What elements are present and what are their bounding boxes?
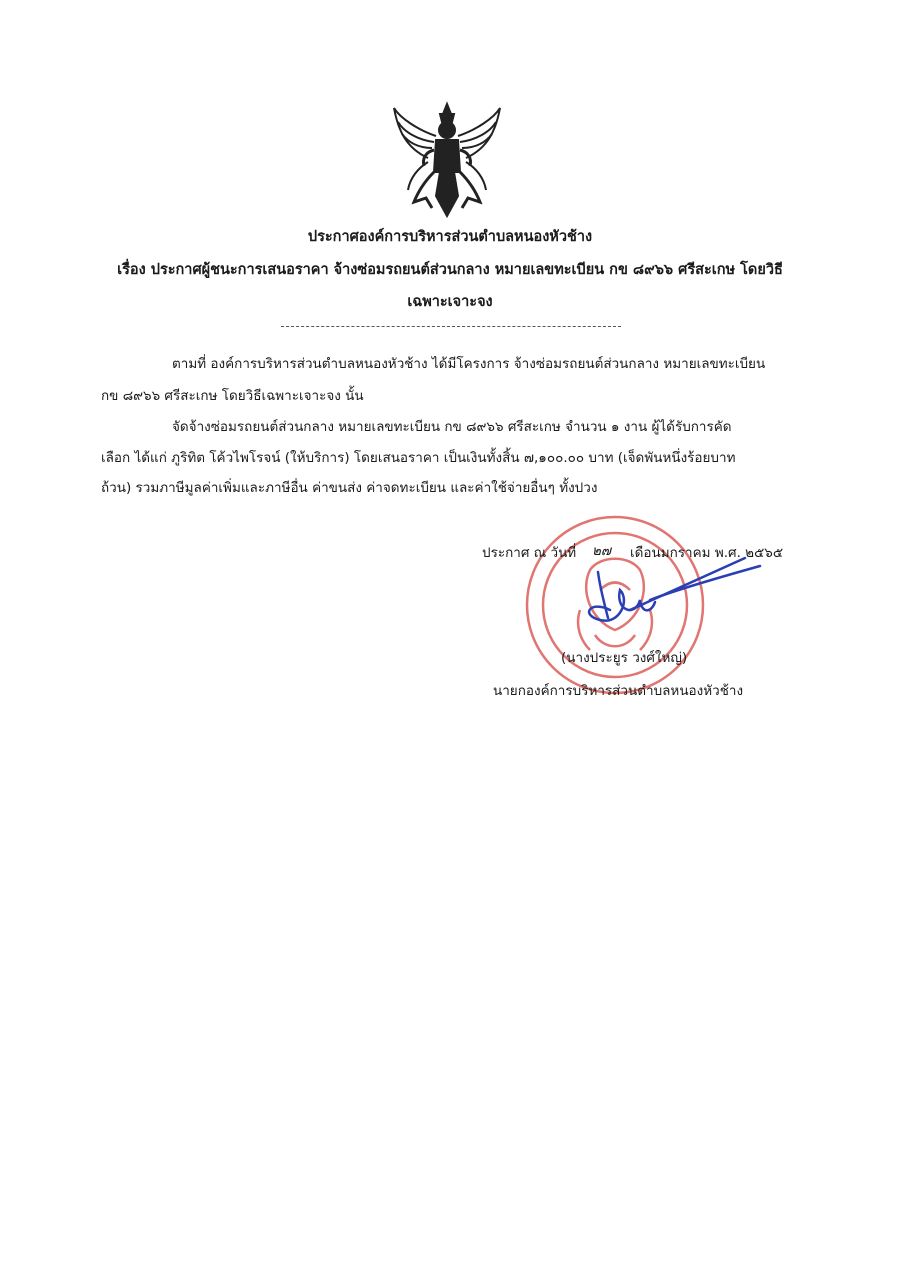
subject-line-1: เรื่อง ประกาศผู้ชนะการเสนอราคา จ้างซ่อมรถยนต์ส่วนกลาง หมายเลขทะเบียน กข ๘๙๖๖ ศรีสะเกษ โดยวิธี <box>117 262 783 278</box>
signer-name: (นางประยูร วงศ์ใหญ่) <box>561 650 688 666</box>
paragraph2-line3: ถ้วน) รวมภาษีมูลค่าเพิ่มและภาษีอื่น ค่าขนส่ง ค่าจดทะเบียน และค่าใช้จ่ายอื่นๆ ทั้งปวง <box>101 480 598 496</box>
header-divider <box>281 326 621 327</box>
subject-line-2: เฉพาะเจาะจง <box>407 294 493 310</box>
announce-month-year: เดือนมกราคม พ.ศ. ๒๕๖๕ <box>630 545 784 561</box>
paragraph2-line1: จัดจ้างซ่อมรถยนต์ส่วนกลาง หมายเลขทะเบียน กข ๘๙๖๖ ศรีสะเกษ จำนวน ๑ งาน ผู้ได้รับการคัด <box>172 419 732 435</box>
garuda-emblem-icon <box>388 100 506 222</box>
paragraph2-line2: เลือก ได้แก่ ภูริทิต โค้วไพโรจน์ (ให้บริการ) โดยเสนอราคา เป็นเงินทั้งสิ้น ๗,๑๐๐.๐๐ บาท (เจ็ดพันหนึ่งร้อยบาท <box>101 450 736 466</box>
handwritten-signature-icon <box>560 540 790 650</box>
announcement-title: ประกาศองค์การบริหารส่วนตำบลหนองหัวช้าง <box>307 229 593 245</box>
paragraph1-line1: ตามที่ องค์การบริหารส่วนตำบลหนองหัวช้าง ได้มีโครงการ จ้างซ่อมรถยนต์ส่วนกลาง หมายเลขทะเบียน <box>172 356 766 372</box>
announce-day: ๒๗ <box>592 543 612 559</box>
paragraph1-line2: กข ๘๙๖๖ ศรีสะเกษ โดยวิธีเฉพาะเจาะจง นั้น <box>101 388 364 404</box>
announce-date-prefix: ประกาศ ณ วันที่ <box>482 545 577 561</box>
signer-title: นายกองค์การบริหารส่วนตำบลหนองหัวช้าง <box>493 683 744 699</box>
